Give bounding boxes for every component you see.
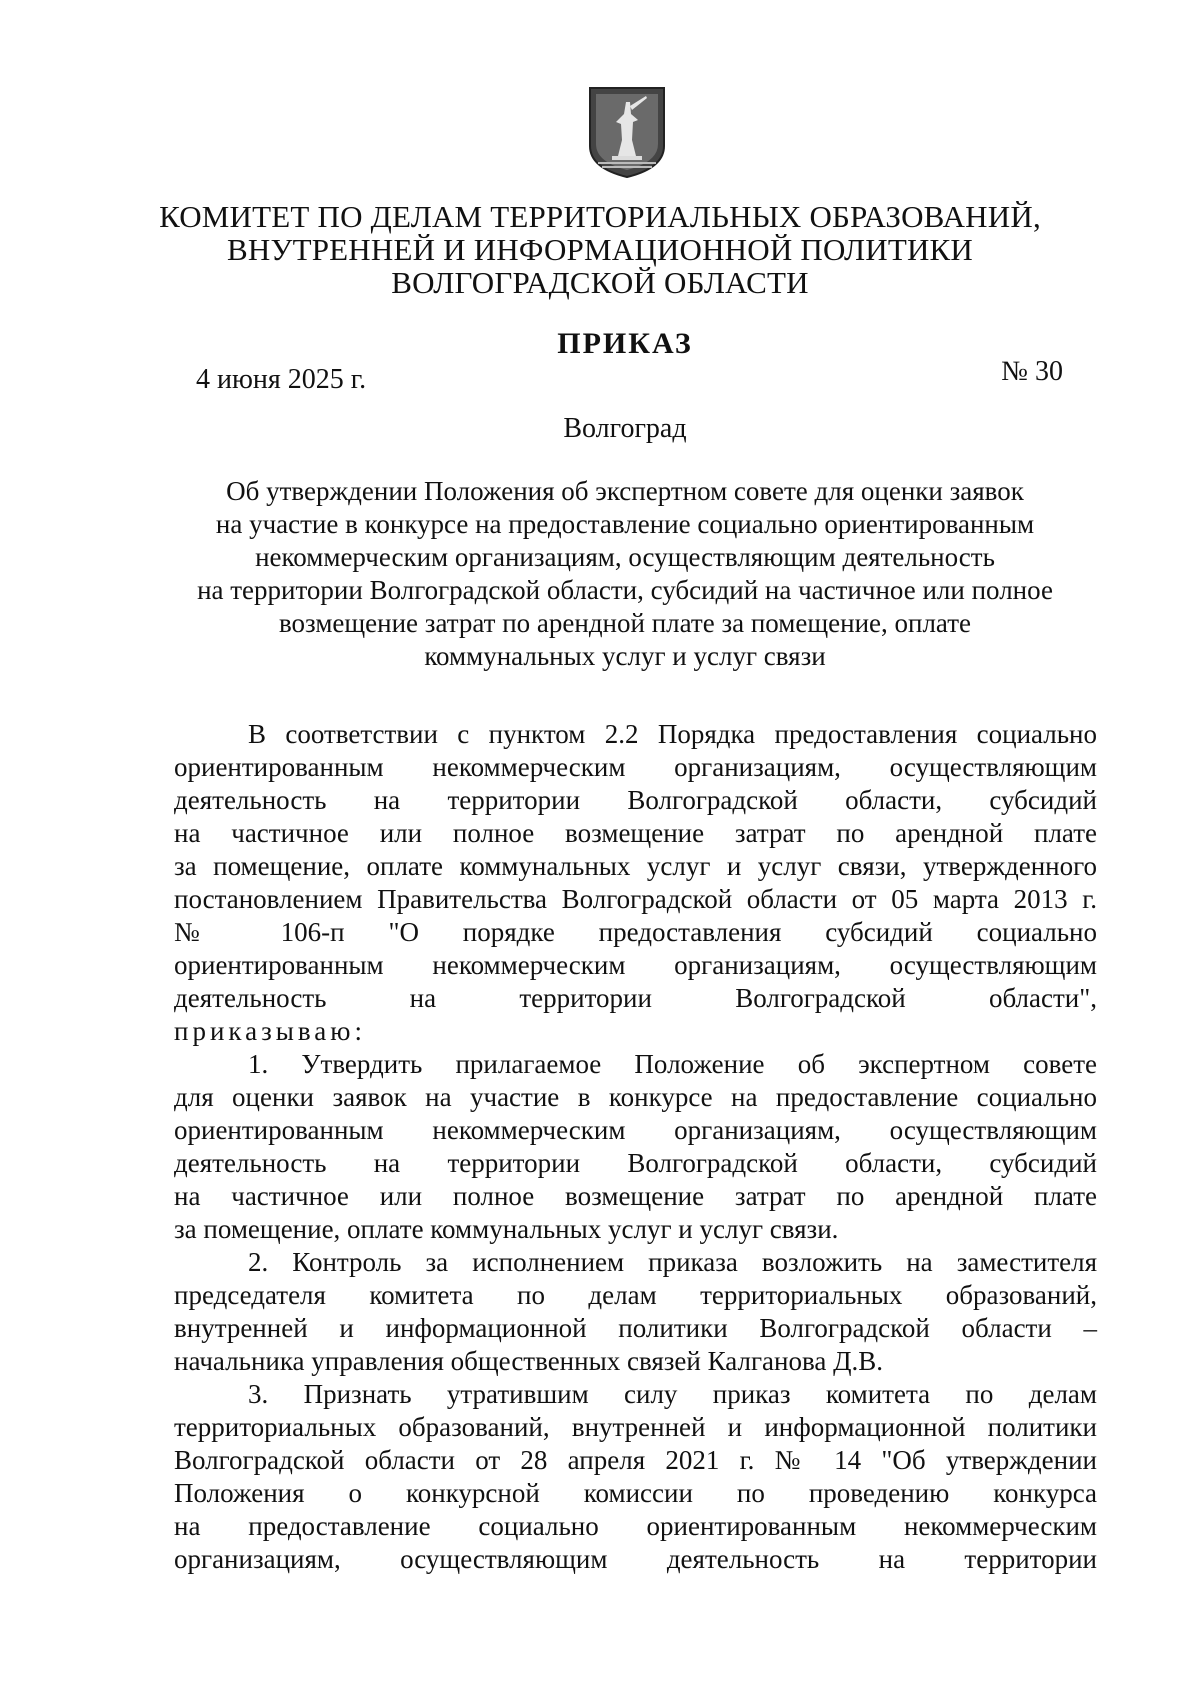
body-line: 1. Утвердить прилагаемое Положение об экспертном совете [248,1049,1097,1079]
document-city: Волгоград [563,413,687,444]
body-line: на предоставление социально ориентированным некоммерческим [174,1511,1097,1541]
body-line: 2. Контроль за исполнением приказа возложить на заместителя [248,1247,1097,1277]
body-line: Положения о конкурсной комиссии по проведению конкурса [174,1478,1097,1508]
body-line: В соответствии с пунктом 2.2 Порядка предоставления социально [248,719,1097,749]
body-line: деятельность на территории Волгоградской области, субсидий [174,785,1097,815]
body-line: Волгоградской области от 28 апреля 2021 г. № 14 "Об утверждении [174,1445,1097,1475]
item-3-paragraph [174,1378,1097,1576]
item-2-paragraph [174,1246,1097,1378]
order-word: приказываю: [174,1016,366,1046]
body-line: внутренней и информационной политики Волгоградской области – [174,1313,1097,1343]
organization-line: КОМИТЕТ ПО ДЕЛАМ ТЕРРИТОРИАЛЬНЫХ ОБРАЗОВАНИЙ, [159,199,1041,234]
body-line: ориентированным некоммерческим организациям, осуществляющим [174,950,1097,980]
item-1-paragraph [174,1048,1097,1246]
subject-line: Об утверждении Положения об экспертном совете для оценки заявок [226,476,1024,506]
document-body [174,718,1097,1576]
organization-line: ВОЛГОГРАДСКОЙ ОБЛАСТИ [391,265,809,300]
document-date: 4 июня 2025 г. [196,364,367,395]
body-line: организациям, осуществляющим деятельность на территории [174,1544,1097,1574]
body-line: на частичное или полное возмещение затрат по арендной плате [174,1181,1097,1211]
body-line: за помещение, оплате коммунальных услуг и услуг связи, утвержденного [174,851,1097,881]
body-line: на частичное или полное возмещение затрат по арендной плате [174,818,1097,848]
organization-line: ВНУТРЕННЕЙ И ИНФОРМАЦИОННОЙ ПОЛИТИКИ [226,232,974,267]
body-line: ориентированным некоммерческим организациям, осуществляющим [174,1115,1097,1145]
body-line: постановлением Правительства Волгоградской области от 05 марта 2013 г. [174,884,1097,914]
body-line: председателя комитета по делам территориальных образований, [174,1280,1097,1310]
body-line: для оценки заявок на участие в конкурсе на предоставление социально [174,1082,1097,1112]
body-line: № 106-п "О порядке предоставления субсидий социально [174,917,1097,947]
preamble-paragraph [174,718,1097,1048]
body-line: 3. Признать утратившим силу приказ комитета по делам [248,1379,1097,1409]
subject-line: некоммерческим организациям, осуществляющим деятельность [255,542,995,572]
subject-line: возмещение затрат по арендной плате за помещение, оплате [278,608,972,638]
body-line: деятельность на территории Волгоградской области, субсидий [174,1148,1097,1178]
subject-line: на территории Волгоградской области, субсидий на частичное или полное [197,575,1053,605]
subject-line: коммунальных услуг и услуг связи [424,641,826,671]
document-subject [150,475,1100,673]
body-line: ориентированным некоммерческим организациям, осуществляющим [174,752,1097,782]
document-number: № 30 [1001,356,1063,387]
body-line: за помещение, оплате коммунальных услуг и услуг связи. [174,1214,839,1244]
body-line: деятельность на территории Волгоградской области", [174,983,1097,1013]
subject-line: на участие в конкурсе на предоставление социально ориентированным [215,509,1035,539]
organization-name [120,200,1080,299]
coat-of-arms-icon [586,84,668,180]
body-line: начальника управления общественных связей Калганова Д.В. [174,1346,884,1376]
document-type: ПРИКАЗ [557,327,693,360]
body-line: территориальных образований, внутренней и информационной политики [174,1412,1097,1442]
